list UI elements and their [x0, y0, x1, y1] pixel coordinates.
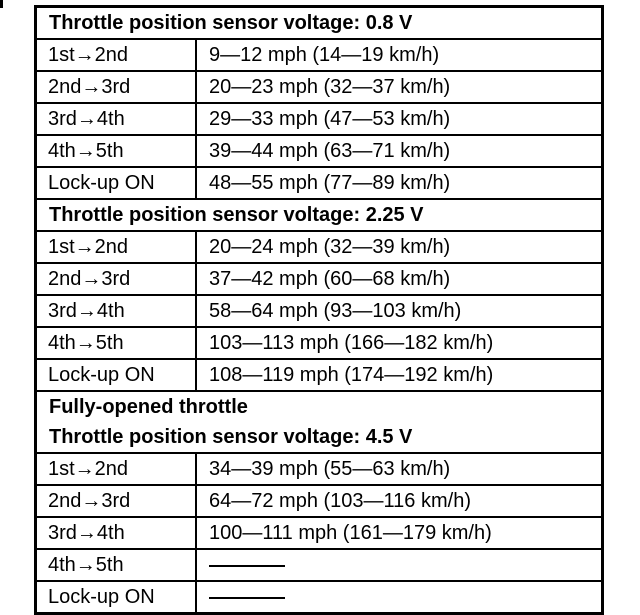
table-row	[37, 72, 601, 104]
shift-cell: Lock-up ON	[37, 168, 197, 198]
table-row	[37, 232, 601, 264]
empty-dash	[209, 565, 285, 567]
shift-cell: 1st→2nd	[37, 232, 197, 262]
shift-cell: 2nd→3rd	[37, 264, 197, 294]
shift-cell: 4th→5th	[37, 550, 197, 580]
table-row	[37, 40, 601, 72]
shift-cell: 4th→5th	[37, 328, 197, 358]
speed-cell: 9—12 mph (14—19 km/h)	[209, 44, 440, 66]
section-header: Throttle position sensor voltage: 0.8 V	[37, 8, 601, 40]
speed-cell: 34—39 mph (55—63 km/h)	[209, 458, 451, 480]
shift-cell: 3rd→4th	[37, 104, 197, 134]
shift-cell: 2nd→3rd	[37, 486, 197, 516]
section-header: Throttle position sensor voltage: 2.25 V	[37, 200, 601, 232]
speed-cell: 29—33 mph (47—53 km/h)	[209, 108, 451, 130]
table-row	[37, 454, 601, 486]
empty-dash	[209, 597, 285, 599]
corner-mark	[0, 0, 3, 8]
table-row	[37, 296, 601, 328]
speed-cell: 103—113 mph (166—182 km/h)	[209, 332, 494, 354]
speed-cell: 58—64 mph (93—103 km/h)	[209, 300, 462, 322]
speed-cell: 20—24 mph (32—39 km/h)	[209, 236, 451, 258]
speed-cell: 100—111 mph (161—179 km/h)	[209, 522, 492, 544]
shift-cell: 4th→5th	[37, 136, 197, 166]
speed-cell: 20—23 mph (32—37 km/h)	[209, 76, 451, 98]
speed-cell: 48—55 mph (77—89 km/h)	[209, 172, 451, 194]
table-row	[37, 550, 601, 582]
shift-cell: 3rd→4th	[37, 296, 197, 326]
speed-cell: 37—42 mph (60—68 km/h)	[209, 268, 451, 290]
speed-cell-empty	[197, 550, 601, 580]
table-row	[37, 264, 601, 296]
shift-cell: 2nd→3rd	[37, 72, 197, 102]
shift-cell: 1st→2nd	[37, 454, 197, 484]
speed-cell: 39—44 mph (63—71 km/h)	[209, 140, 451, 162]
shift-cell: 1st→2nd	[37, 40, 197, 70]
table-row	[37, 582, 601, 612]
speed-cell-empty	[197, 582, 601, 612]
table-row	[37, 518, 601, 550]
table-row	[37, 136, 601, 168]
table-row	[37, 360, 601, 392]
shift-cell: Lock-up ON	[37, 582, 197, 612]
section-header: Fully-opened throttle	[49, 396, 248, 418]
section-subheader: Throttle position sensor voltage: 4.5 V	[37, 422, 601, 454]
speed-cell: 64—72 mph (103—116 km/h)	[209, 490, 471, 512]
shift-cell: Lock-up ON	[37, 360, 197, 390]
speed-cell: 108—119 mph (174—192 km/h)	[209, 364, 494, 386]
shift-cell: 3rd→4th	[37, 518, 197, 548]
table-row	[37, 168, 601, 200]
table-row	[37, 328, 601, 360]
shift-speed-table	[34, 5, 604, 615]
table-row	[37, 486, 601, 518]
table-row	[37, 104, 601, 136]
